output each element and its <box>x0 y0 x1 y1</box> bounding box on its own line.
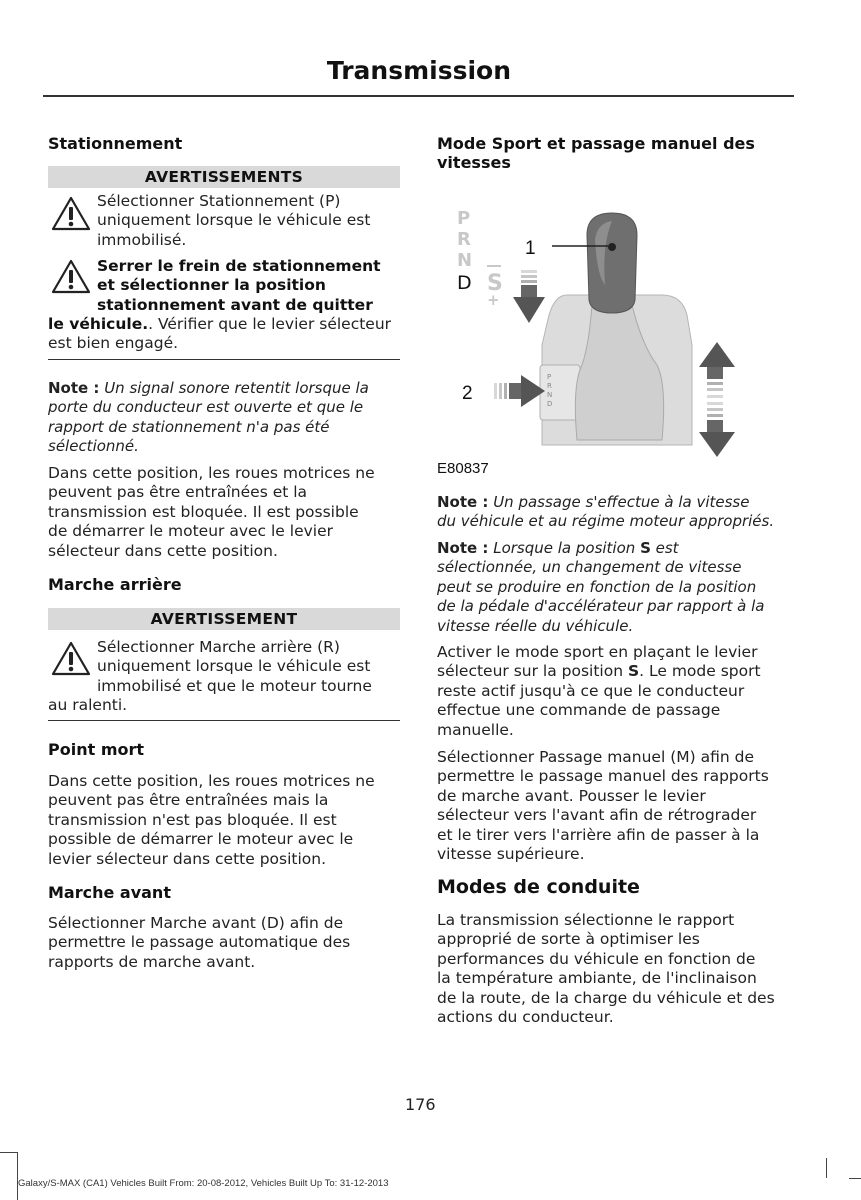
figure-code: E80837 <box>437 460 489 477</box>
heading-marche-arriere: Marche arrière <box>48 575 182 594</box>
svg-text:P: P <box>547 373 552 381</box>
minus-mark <box>487 265 501 267</box>
body-modes-de-conduite: La transmission sélectionne le rapport approprié de sorte à optimiser les performances du véhicule en fonction de la température ambiante, de l'inclinaison de la route, de la charge du véhicule et des actions du conducteur. <box>437 911 775 1027</box>
header-rule <box>43 95 794 97</box>
heading-point-mort: Point mort <box>48 740 145 759</box>
svg-text:D: D <box>547 400 553 408</box>
body-point-mort: Dans cette position, les roues motrices ne peuvent pas être entraînées mais la transmission n'est pas bloquée. Il est possible de démarrer le moteur avec le levier sélecteur dans cette position. <box>48 772 375 868</box>
warnings-bar: AVERTISSEMENTS <box>48 166 400 188</box>
body-passage-manuel: Sélectionner Passage manuel (M) afin de permettre le passage manuel des rapports de marche avant. Pousser le levier sélecteur vers l'avant afin de rétrograder et le tirer vers l'arrière afin de passer à la vitesse supérieure. <box>437 748 769 864</box>
warning-triangle-icon <box>50 640 92 678</box>
note-passage: Note : Un passage s'effectue à la vitesse du véhicule et au régime moteur appropriés. <box>437 493 775 531</box>
body-mode-sport: Activer le mode sport en plaçant le levier sélecteur sur la position S. Le mode sport reste actif jusqu'à ce que le conducteur effectue une commande de passage manuelle. <box>437 643 761 739</box>
svg-text:R: R <box>547 382 552 390</box>
warning-marche-arriere-tail: au ralenti. <box>48 696 128 714</box>
arrow-right-icon <box>494 375 545 407</box>
footer-text: Galaxy/S-MAX (CA1) Vehicles Built From: 20-08-2012, Vehicles Built Up To: 31-12-2013 <box>18 1178 389 1189</box>
warning-2-bold-text: Serrer le frein de stationnement et sélectionner la position stationnement avant de quitter <box>97 257 381 314</box>
warning-triangle-icon <box>50 195 92 233</box>
callout-1: 1 <box>525 238 536 259</box>
warning-bar: AVERTISSEMENT <box>48 608 400 630</box>
heading-modes-de-conduite: Modes de conduite <box>437 876 640 898</box>
warning-2-tail: est bien engagé. <box>48 334 179 352</box>
gear-letter-d: D <box>457 272 472 294</box>
warning-1-text: Sélectionner Stationnement (P) uniquement lorsque le véhicule est immobilisé. <box>97 192 371 249</box>
warning-marche-arriere-text: Sélectionner Marche arrière (R) uniquement lorsque le véhicule est immobilisé et que le moteur tourne <box>97 638 372 695</box>
heading-marche-avant: Marche avant <box>48 883 171 902</box>
note-stationnement: Note : Un signal sonore retentit lorsque la porte du conducteur est ouverte et que le rapport de stationnement n'a pas été sélectionné. <box>48 379 369 456</box>
gear-letter-p: P <box>457 208 471 229</box>
arrow-up-down-icon <box>699 342 735 457</box>
plus-mark: + <box>487 291 500 309</box>
crop-mark <box>826 1158 827 1178</box>
svg-text:N: N <box>547 391 553 399</box>
body-marche-avant: Sélectionner Marche avant (D) afin de permettre le passage automatique des rapports de marche avant. <box>48 914 351 971</box>
divider <box>48 720 400 721</box>
gear-letter-n: N <box>457 250 473 271</box>
sport-letter-s: S <box>487 271 503 296</box>
page-title: Transmission <box>326 56 511 85</box>
note-position-s: Note : Lorsque la position S est sélectionnée, un changement de vitesse peut se produire en fonction de la position de la pédale d'accélérateur par rapport à la vitesse réelle du véhicule. <box>437 539 765 635</box>
body-stationnement: Dans cette position, les roues motrices ne peuvent pas être entraînées et la transmission est bloquée. Il est possible de démarrer le moteur avec le levier sélecteur dans cette position. <box>48 464 375 560</box>
heading-stationnement: Stationnement <box>48 134 183 153</box>
gear-letter-r: R <box>457 229 471 250</box>
warning-2-continuation: le véhicule.. Vérifier que le levier sélecteur <box>48 315 392 333</box>
warning-triangle-icon <box>50 258 92 296</box>
page-number: 176 <box>405 1095 436 1114</box>
crop-mark <box>849 1178 861 1179</box>
gear-knob <box>587 213 637 313</box>
crop-mark <box>17 1152 18 1200</box>
callout-2: 2 <box>462 383 473 404</box>
arrow-down-icon <box>513 270 545 323</box>
gate-indicator <box>540 365 580 420</box>
crop-mark <box>0 1152 18 1153</box>
divider <box>48 359 400 360</box>
heading-mode-sport: Mode Sport et passage manuel des vitesses <box>437 134 755 172</box>
gear-selector-figure <box>437 195 757 490</box>
